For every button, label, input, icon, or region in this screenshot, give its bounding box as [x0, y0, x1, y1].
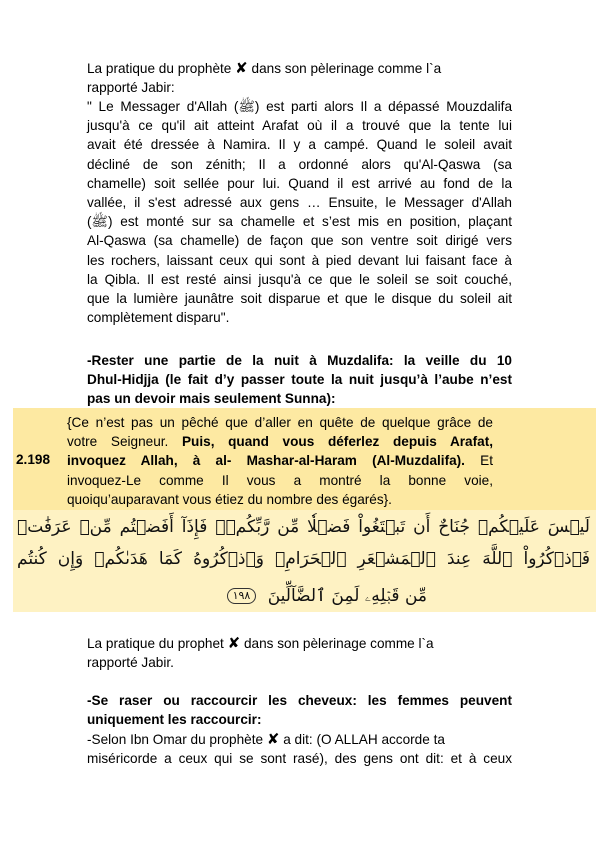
hadith-line: jusqu'à ce qu'il ait atteint Arafat où il a trouvé que la tente lui	[87, 118, 512, 134]
prophet-symbol-icon: ✘	[227, 635, 241, 652]
ibn-omar-narration: -Selon Ibn Omar du prophète ✘ a dit: (O ALLAH accorde ta miséricorde a ceux qui se sont rasé), des gens ont dit: et à ceux	[87, 731, 512, 767]
hadith-line: " Le Messager d'Allah (ﷺ) est parti alors Il a dépassé Mouzdalifa	[87, 99, 513, 114]
prophet-symbol-icon: ✘	[235, 60, 248, 77]
hadith-line: complètement disparu".	[87, 310, 230, 326]
prophet-symbol-icon: ✘	[266, 731, 280, 748]
shaving-heading: -Se raser ou raccourcir les cheveux: les femmes peuvent uniquement les raccourcir:	[87, 693, 512, 728]
hadith-line: chamelle) soit sellée pour lui. Quand il est arrivé au fond de la	[87, 175, 512, 191]
hadith-heading-line2: rapporté Jabir:	[87, 80, 175, 96]
verse-translation: {Ce n’est pas un pêché que d’aller en quête de quelque grâce de votre Seigneur. Puis, quand vous déferlez depuis Arafat, invoquez Allah, à al- Mashar-al-Haram (Al-Muzdalifa). Et invoquez-Le comme Il vous a montré la bonne voie, quoiqu’auparavant vous étiez du nombre des égarés}.	[67, 415, 494, 507]
muzdalifa-heading: -Rester une partie de la nuit à Muzdalifa: la veille du 10 Dhul-Hidjja (le fait d’y passer toute la nuit jusqu’à l’aube n’est pas un devoir mais seulement Sunna):	[87, 353, 512, 407]
hadith-text	[87, 97, 512, 327]
ayah-number-icon: ١٩٨	[227, 588, 257, 604]
hadith-line: décliné de son zénith; Il a ordonné alors qu'Al-Qaswa (sa	[87, 156, 512, 172]
hadith-line: Al-Qaswa (sa chamelle) de façon que son ventre soit dirigé vers	[87, 233, 512, 249]
hadith-line: que la lumière jaunâtre soit disparue et que le disque du soleil ait	[87, 291, 512, 307]
arabic-verse-line-last: مِّن قَبۡلِهِۦ لَمِنَ ٱلضَّآلِّينَ ١٩٨	[15, 586, 427, 606]
hadith-heading: La pratique du prophète ✘ dans son pèlerinage comme l`a	[87, 60, 442, 77]
hadith-line: les rochers, laissant ceux qui sont à pied devant lui faisant face à	[87, 252, 512, 268]
hadith-line: avait été dressée à Namira. Il y a campé. Quand le soleil avait	[87, 137, 512, 153]
verse-number: 2.198	[16, 452, 51, 467]
hadith-line: vallée, il s'est adressé aux gens … Ensuite, le Messager d'Allah	[87, 195, 512, 211]
hadith-line: la Qibla. Il est resté ainsi jusqu'à ce que le soleil se soit couché,	[87, 271, 512, 287]
hadith-intro-2: La pratique du prophet ✘ dans son pèlerinage comme l`a rapporté Jabir.	[87, 635, 434, 671]
arabic-verse-line: لَيۡسَ عَلَيۡكُمۡ جُنَاحٌ أَن تَبۡتَغُواْ فَضۡلٗا مِّن رَّبِّكُمۡۚ فَإِذَآ أَفَضۡتُم مِّنۡ عَرَفَٰتٖ	[17, 517, 590, 537]
hadith-line: (ﷺ) est monté sur sa chamelle et s’est mis en position, plaçant	[87, 214, 512, 230]
hadith-intro	[87, 59, 512, 97]
arabic-verse-line: فَٱذۡكُرُواْ ٱللَّهَ عِندَ ٱلۡمَشۡعَرِ ٱلۡحَرَامِۖ وَٱذۡكُرُوهُ كَمَا هَدَىٰكُمۡ وَإِن كُنتُم	[17, 549, 590, 569]
